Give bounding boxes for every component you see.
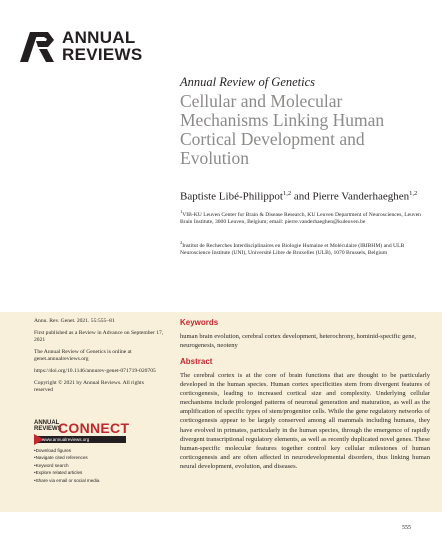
- abstract-text: The cerebral cortex is at the core of brain functions that are thought to be particularly developed in the human species. Human cortex specificities stem from divergent features of corticogenesis, leading to increased cortical size and complexity. Underlying cellular mechanisms include prolonged patterns of neuronal generation and maturation, as well as the amplification of specific types of stem/progenitor cells. While the gene regulatory networks of corticogenesis appear to be largely conserved among all mammals including humans, they have evolved in primates, particularly in the human species, through the emergence of rapidly divergent transcriptional regulatory elements, as well as recently duplicated novel genes. These human-specific molecular features together control key cellular milestones of human corticogenesis and are often affected in neurodevelopmental disorders, thus linking human neural development, evolution, and diseases.: [180, 372, 430, 470]
- author-1-affil: 1,2: [282, 190, 292, 197]
- page-number: 555: [402, 525, 411, 531]
- keywords-heading: Keywords: [180, 318, 219, 327]
- copyright: Copyright © 2021 by Annual Reviews. All rights reserved: [34, 380, 144, 393]
- connect-url[interactable]: www.annualreviews.org: [42, 437, 90, 442]
- article-info-sidebar: [34, 318, 164, 399]
- logo-line-2: REVIEWS: [62, 45, 143, 64]
- connect-item-download: • Download figures: [34, 447, 99, 454]
- citation: Annu. Rev. Genet. 2021. 55:555–81: [34, 318, 115, 324]
- connect-item-related: • Explore related articles: [34, 469, 99, 476]
- doi-link[interactable]: https://doi.org/10.1146/annurev-genet-071719-020705: [34, 368, 156, 374]
- annual-reviews-logo-icon: [20, 32, 54, 62]
- author-2: Pierre Vanderhaeghen: [312, 190, 410, 203]
- author-2-affil: 1,2: [409, 190, 418, 197]
- author-line: [180, 190, 417, 203]
- connect-annual: ANNUAL: [34, 420, 60, 426]
- affiliation-1-text: VIB-KU Leuven Center for Brain & Disease Research, KU Leuven Department of Neurosciences, Leuven Brain Institute, 3000 Leuven, Belgium; email: pierre.vanderhaeghen@kuleuven.be: [180, 211, 421, 226]
- online-note: The Annual Review of Genetics is online at genet.annualreviews.org: [34, 349, 132, 362]
- abstract-heading: Abstract: [180, 357, 213, 366]
- annual-reviews-connect: [34, 420, 129, 502]
- affiliation-2-text: Institut de Recherches Interdisciplinaires en Biologie Humaine et Moléculaire (IRIBHM) and ULB Neuroscience Institute (UNI), Université Libre de Bruxelles (ULB), 1070 Brussels, Belgium: [180, 242, 405, 257]
- annual-reviews-logo: [20, 26, 160, 72]
- connect-item-references: • Navigate cited references: [34, 454, 99, 461]
- logo-line-1: ANNUAL: [62, 28, 136, 47]
- connect-reviews: REVIEWS: [34, 426, 62, 432]
- affiliation-2: [180, 239, 430, 258]
- logo-text: [62, 29, 143, 63]
- connect-title: CONNECT: [58, 420, 130, 436]
- keywords-text: human brain evolution, cerebral cortex development, heterochrony, hominid-specific gene, neurogenesis, neoteny: [180, 333, 417, 349]
- journal-name: Annual Review of Genetics: [180, 75, 316, 89]
- article-title: Cellular and Molecular Mechanisms Linking Human Cortical Development and Evolution: [180, 91, 385, 168]
- author-1: Baptiste Libé-Philippot: [180, 190, 283, 203]
- connect-feature-list: [34, 447, 99, 484]
- published-note: First published as a Review in Advance on September 17, 2021: [34, 330, 164, 343]
- affiliation-2-num: 2: [180, 240, 183, 245]
- affiliation-1-num: 1: [180, 209, 183, 214]
- connect-item-search: • Keyword search: [34, 462, 99, 469]
- connect-item-share: • Share via email or social media: [34, 477, 99, 484]
- affiliation-1: [180, 208, 430, 227]
- author-conj: and: [291, 190, 313, 203]
